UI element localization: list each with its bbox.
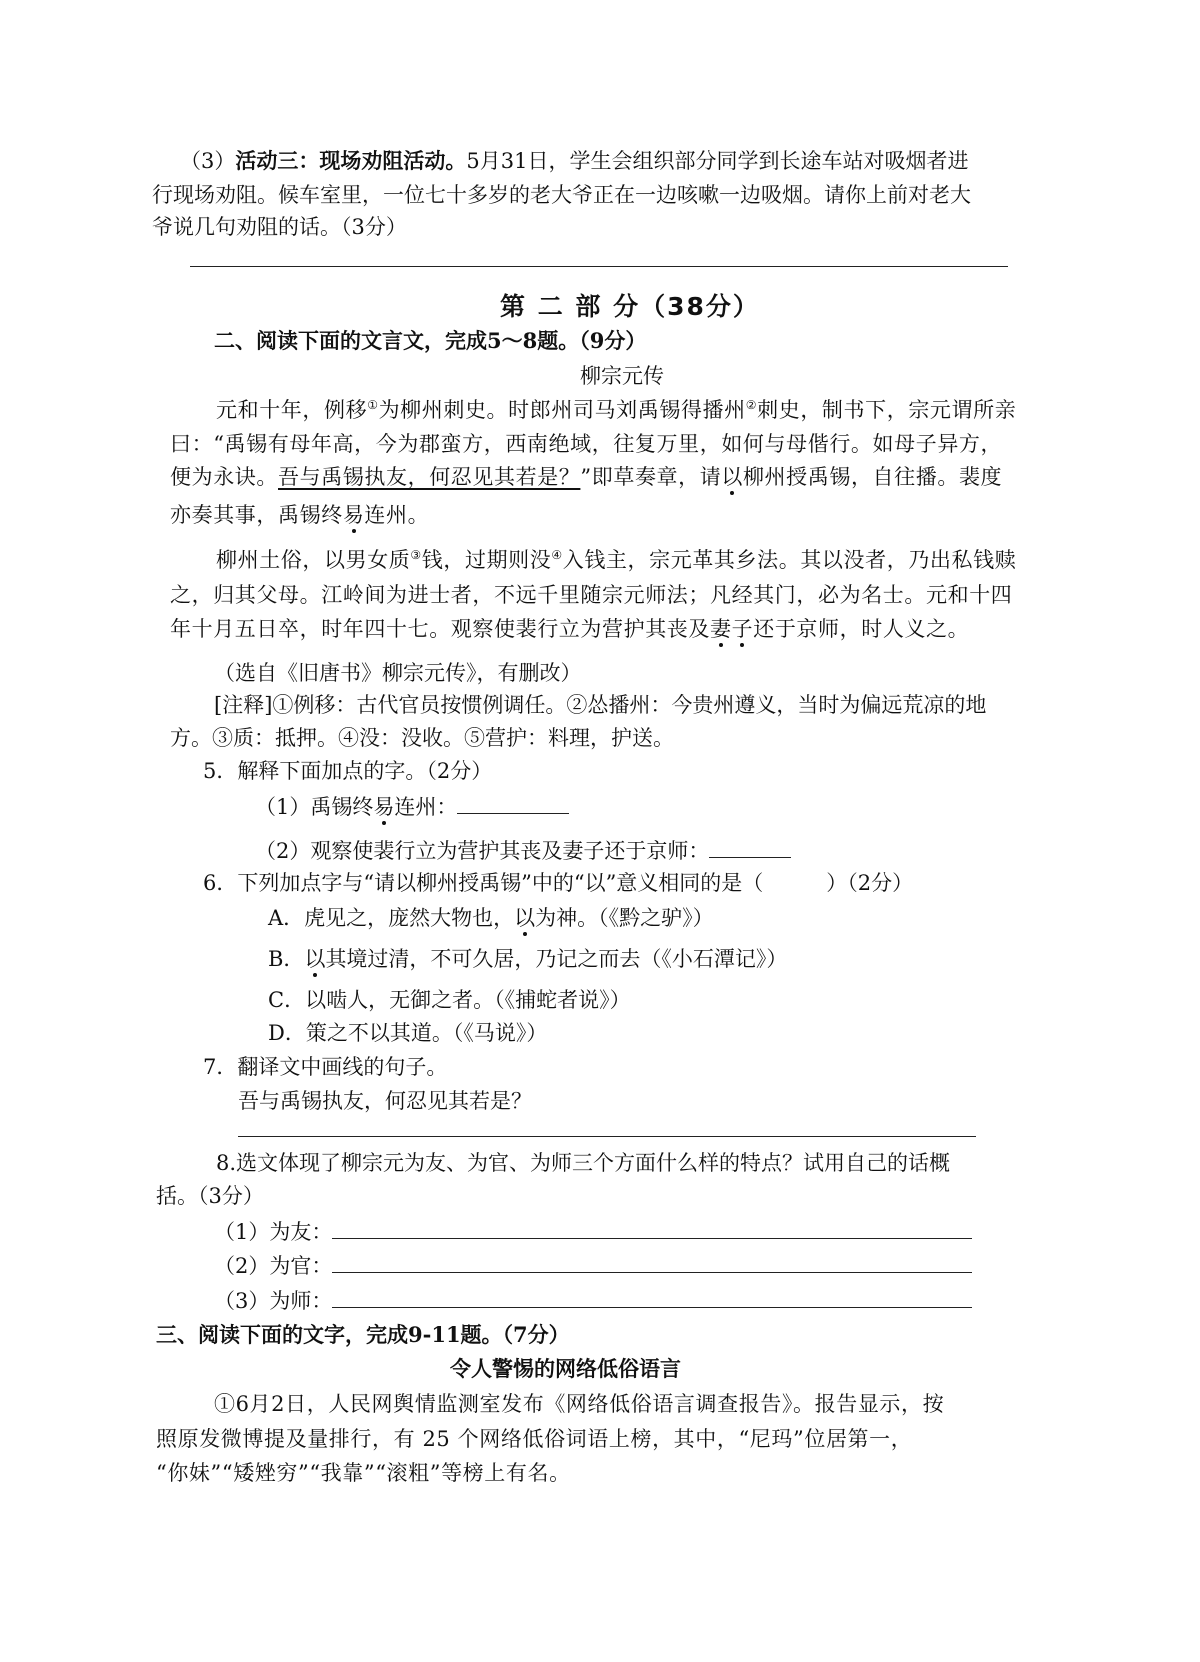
notes-line-1: [注释]①例移：古代官员按惯例调任。②怂播州：今贵州遵义，当时为偏远荒凉的地 xyxy=(214,693,987,717)
question-5-2: （2）观察使裴行立为营护其丧及妻子还于京师： xyxy=(255,835,791,866)
dotted-char-zi: 子 xyxy=(731,617,754,641)
dotted-char-b: 以 xyxy=(304,947,326,971)
q3-number: （3） xyxy=(180,149,236,173)
answer-line-q7[interactable] xyxy=(238,1136,976,1137)
passage-p1-line-4: 亦奏其事，禹锡终易连州。 xyxy=(170,503,430,527)
question-5: 5．解释下面加点的字。（2分） xyxy=(203,759,493,783)
q3-line-1 xyxy=(180,146,968,176)
answer-line xyxy=(190,266,1008,267)
dotted-char-qi: 妻 xyxy=(710,617,732,641)
option-c[interactable]: C．以啮人，无御之者。（《捕蛇者说》） xyxy=(268,988,631,1012)
q3-text: 5月31日，学生会组织部分同学到长途车站对吸烟者进 xyxy=(466,149,969,173)
question-7-sentence: 吾与禹锡执友，何忍见其若是？ xyxy=(238,1089,532,1113)
section-three-title: 令人警惕的网络低俗语言 xyxy=(450,1357,681,1381)
section-three-line-2: 照原发微博提及量排行，有 25 个网络低俗词语上榜，其中，“尼玛”位居第一， xyxy=(156,1427,913,1451)
option-a[interactable]: A．虎见之，庞然大物也，以为神。（《黔之驴》） xyxy=(268,906,714,930)
underlined-sentence: 吾与禹锡执友，何忍见其若是？ xyxy=(278,465,581,489)
q3-activity-label: 活动三：现场劝阻活动。 xyxy=(235,148,467,173)
q3-line-2: 行现场劝阻。候车室里，一位七十多岁的老大爷正在一边咳嗽一边吸烟。请你上前对老大 xyxy=(152,183,971,207)
question-8-1: （1）为友： xyxy=(214,1216,972,1247)
dotted-char-yi: 以 xyxy=(721,465,743,489)
section-three-heading: 三、阅读下面的文字，完成9-11题。（7分） xyxy=(156,1322,570,1347)
notes-line-2: 方。③质：抵押。④没：没收。⑤营护：料理，护送。 xyxy=(170,726,674,750)
section-three-line-1: ①6月2日，人民网舆情监测室发布《网络低俗语言调查报告》。报告显示，按 xyxy=(214,1392,945,1416)
dotted-char-yi-change: 易 xyxy=(342,503,365,527)
section-three-line-3: “你妹”“矮矬穷”“我靠”“滚粗”等榜上有名。 xyxy=(156,1461,571,1485)
passage-p1-line-3: 便为永诀。吾与禹锡执友，何忍见其若是？”即草奏章，请以柳州授禹锡，自往播。裴度 xyxy=(170,465,1003,489)
question-8-line-1: 8.选文体现了柳宗元为友、为官、为师三个方面什么样的特点？试用自己的话概 xyxy=(216,1151,951,1175)
passage-source: （选自《旧唐书》柳宗元传》，有删改） xyxy=(214,661,582,685)
option-b[interactable]: B．以其境过清，不可久居，乃记之而去（《小石潭记》） xyxy=(268,947,788,971)
section-two-heading: 二、阅读下面的文言文，完成5～8题。（9分） xyxy=(214,328,647,353)
passage-p1-line-1: 元和十年，例移①为柳州刺史。时郎州司马刘禹锡得播州②刺史，制书下，宗元谓所亲 xyxy=(216,398,1017,422)
passage-p1-line-2: 曰：“禹锡有母年高，今为郡蛮方，西南绝域，往复万里，如何与母偕行。如母子异方， xyxy=(170,432,1003,456)
answer-blank-5-2[interactable] xyxy=(709,835,791,858)
dotted-char-a: 以 xyxy=(514,906,536,930)
question-5-1: （1）禹锡终易连州： xyxy=(255,791,569,822)
passage-p2-line-3: 年十月五日卒，时年四十七。观察使裴行立为营护其丧及妻子还于京师，时人义之。 xyxy=(170,617,970,641)
answer-blank-8-1[interactable] xyxy=(332,1216,972,1239)
passage-title: 柳宗元传 xyxy=(580,364,664,388)
answer-blank-8-2[interactable] xyxy=(332,1250,972,1273)
question-8-line-2: 括。（3分） xyxy=(156,1184,264,1208)
question-8-2: （2）为官： xyxy=(214,1250,972,1281)
passage-p2-line-2: 之，归其父母。江岭间为进士者，不远千里随宗元师法；凡经其门，必为名士。元和十四 xyxy=(170,583,1013,607)
q3-line-3: 爷说几句劝阻的话。（3分） xyxy=(152,215,407,239)
question-6: 6．下列加点字与“请以柳州授禹锡”中的“以”意义相同的是（ ）（2分） xyxy=(203,871,914,895)
passage-p2-line-1: 柳州土俗，以男女质③钱，过期则没④入钱主，宗元革其乡法。其以没者，乃出私钱赎 xyxy=(216,548,1017,572)
question-7: 7．翻译文中画线的句子。 xyxy=(203,1055,448,1079)
part-two-title: 第 二 部 分（38分） xyxy=(500,292,760,321)
option-d[interactable]: D．策之不以其道。（《马说》） xyxy=(268,1021,548,1045)
answer-blank-5-1[interactable] xyxy=(457,791,569,814)
answer-blank-8-3[interactable] xyxy=(332,1285,972,1308)
question-8-3: （3）为师： xyxy=(214,1285,972,1316)
dotted-char-q5: 易 xyxy=(373,795,395,819)
